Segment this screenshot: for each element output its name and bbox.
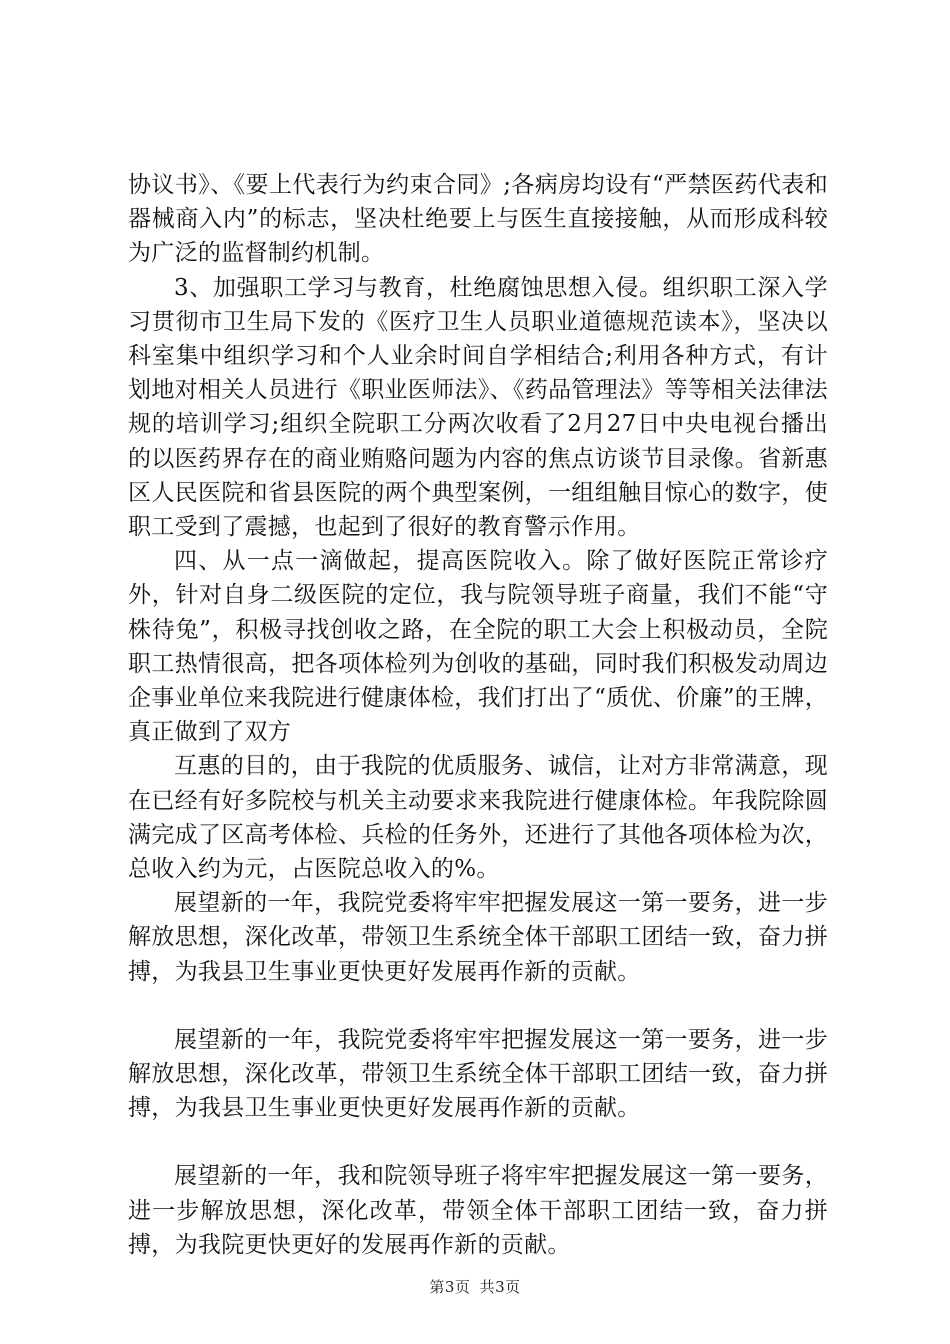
paragraph-outlook-1: 展望新的一年，我院党委将牢牢把握发展这一第一要务，进一步解放思想，深化改革，带领卫生系统全体干部职工团结一致，奋力拼搏，为我县卫生事业更快更好发展再作新的贡献。	[128, 890, 828, 985]
paragraph-outlook-2: 展望新的一年，我院党委将牢牢把握发展这一第一要务，进一步解放思想，深化改革，带领卫生系统全体干部职工团结一致，奋力拼搏，为我县卫生事业更快更好发展再作新的贡献。	[128, 1026, 828, 1122]
document-body	[128, 168, 828, 1262]
paragraph-gap	[128, 989, 828, 1023]
page-number: 第3页	[429, 1278, 471, 1296]
paragraph-outlook-3: 展望新的一年，我和院领导班子将牢牢把握发展这一第一要务，进一步解放思想，深化改革，带领全体干部职工团结一致，奋力拼搏，为我院更快更好的发展再作新的贡献。	[128, 1163, 828, 1258]
page-total: 共3页	[479, 1278, 521, 1296]
paragraph-hospital-income: 四、从一点一滴做起，提高医院收入。除了做好医院正常诊疗外，针对自身二级医院的定位，我与院领导班子商量，我们不能“守株待兔”，积极寻找创收之路，在全院的职工大会上积极动员，全院职工热情很高，把各项体检列为创收的基础，同时我们积极发动周边企事业单位来我院进行健康体检，我们打出了“质优、价廉”的王牌，真正做到了双方	[128, 548, 828, 746]
paragraph-gap	[128, 1125, 828, 1159]
paragraph-mutual-benefit: 互惠的目的，由于我院的优质服务、诚信，让对方非常满意，现在已经有好多院校与机关主动要求来我院进行健康体检。年我院除圆满完成了区高考体检、兵检的任务外，还进行了其他各项体检为次，总收入约为元，占医院总收入的%。	[128, 753, 828, 883]
page-footer	[0, 1276, 950, 1297]
paragraph-continuation: 协议书》、《要上代表行为约束合同》;各病房均设有“严禁医药代表和器械商入内”的标志，坚决杜绝要上与医生直接接触，从而形成科较为广泛的监督制约机制。	[128, 172, 828, 267]
paragraph-staff-education: 3、加强职工学习与教育，杜绝腐蚀思想入侵。组织职工深入学习贯彻市卫生局下发的《医疗卫生人员职业道德规范读本》，坚决以科室集中组织学习和个人业余时间自学相结合;利用各种方式，有计划地对相关人员进行《职业医师法》、《药品管理法》等等相关法律法规的培训学习;组织全院职工分两次收看了2月27日中央电视台播出的以医药界存在的商业贿赂问题为内容的焦点访谈节目录像。省新惠区人民医院和省县医院的两个典型案例，一组组触目惊心的数字，使职工受到了震撼，也起到了很好的教育警示作用。	[128, 274, 828, 541]
